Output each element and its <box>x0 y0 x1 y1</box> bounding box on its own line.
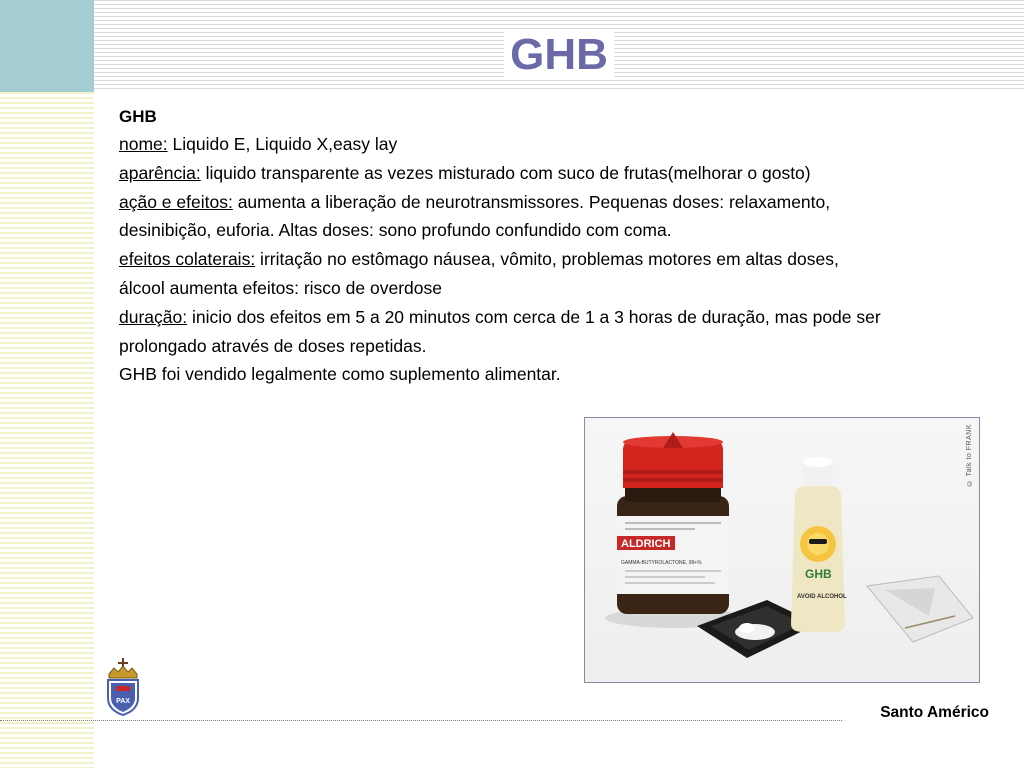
left-stripe-decoration <box>0 92 94 768</box>
line-aparencia <box>119 159 889 188</box>
slide-content <box>119 104 889 389</box>
label-efeitos-colaterais: efeitos colaterais: <box>119 249 256 270</box>
line-duracao <box>119 303 889 361</box>
ghb-photo <box>584 417 980 683</box>
text-duracao: inicio dos efeitos em 5 a 20 minutos com cerca de 1 a 3 horas de duração, mas pode ser prolongado através de doses repetidas. <box>119 306 881 356</box>
line-acao-efeitos <box>119 188 889 246</box>
text-aparencia: liquido transparente as vezes misturado com suco de frutas(melhorar o gosto) <box>200 162 811 183</box>
ghb-bottle-text: GHB <box>805 567 832 581</box>
line-nome <box>119 130 889 159</box>
label-duracao: duração: <box>119 306 188 327</box>
footer-text: Santo Américo <box>880 704 989 721</box>
slide-title <box>94 30 1024 80</box>
footer-divider <box>0 720 842 721</box>
slide-title-text: GHB <box>504 30 614 79</box>
text-acao-efeitos: aumenta a liberação de neurotransmissores. Pequenas doses: relaxamento, desinibição, euforia. Altas doses: sono profundo confundido com coma. <box>119 191 831 241</box>
aldrich-sub-label: GAMMA-BUTYROLACTONE, 99+% <box>621 560 702 566</box>
line-efeitos-colaterais <box>119 245 889 303</box>
avoid-alcohol-text: AVOID ALCOHOL <box>797 594 847 600</box>
photo-credit: © Talk to FRANK <box>966 424 973 487</box>
text-nome: Liquido E, Liquido X,easy lay <box>167 134 398 154</box>
text-efeitos-colaterais: irritação no estômago náusea, vômito, problemas motores em altas doses, álcool aumenta efeitos: risco de overdose <box>119 249 839 298</box>
ghb-photo-illustration <box>585 418 980 683</box>
label-nome: nome: <box>119 134 168 154</box>
aldrich-label-text: ALDRICH <box>621 538 671 550</box>
closing-line: GHB foi vendido legalmente como suplemento alimentar. <box>119 364 561 385</box>
label-acao-efeitos: ação e efeitos: <box>119 191 233 212</box>
content-heading: GHB <box>119 107 157 126</box>
crest-motto: PAX <box>116 698 130 705</box>
corner-block <box>0 0 94 92</box>
santo-americo-crest-icon <box>104 658 142 716</box>
label-aparencia: aparência: <box>119 162 201 183</box>
